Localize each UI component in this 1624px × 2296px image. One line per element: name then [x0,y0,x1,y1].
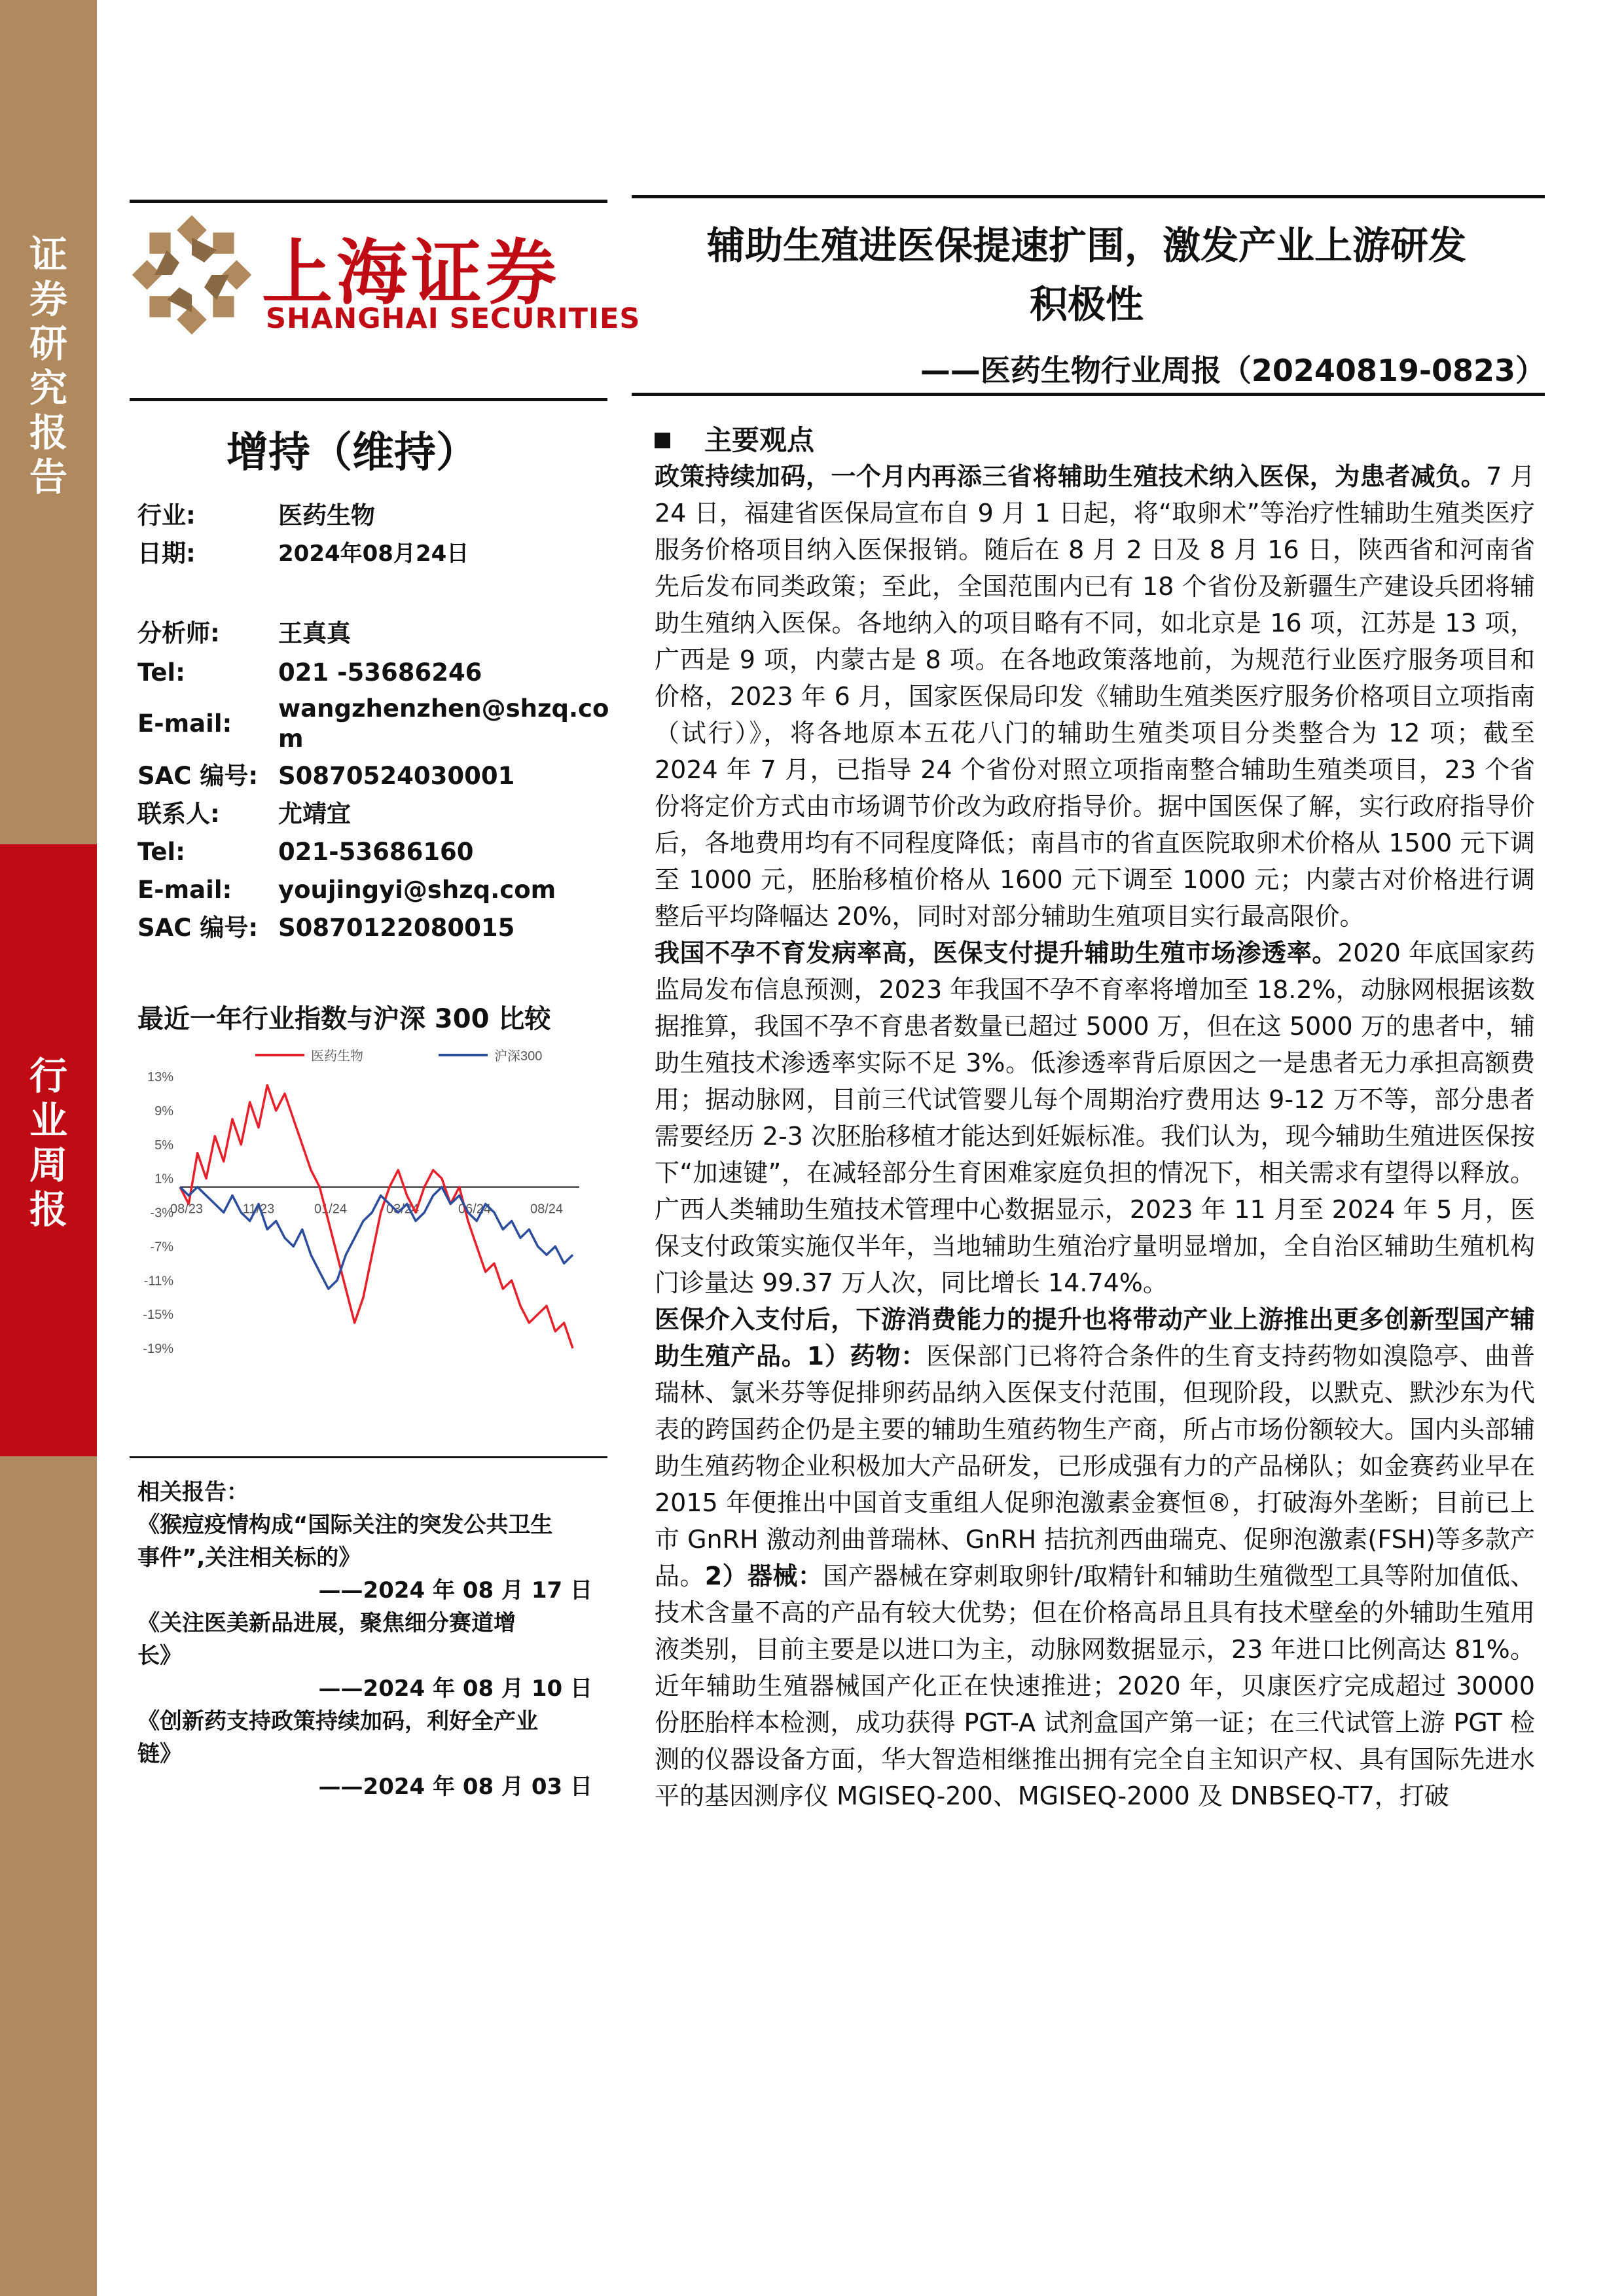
square-bullet-icon [655,433,670,448]
industry-vs-hs300-chart [121,1041,599,1368]
tel2-label: Tel: [137,838,185,866]
logo-bottom-rule [130,398,607,401]
y-tick-label: 13% [147,1070,173,1085]
paragraph-3-lead: 医保介入支付后，下游消费能力的提升也将带动产业上游推出更多创新型国产辅助生殖产品。1）药物： [655,1305,1535,1371]
x-tick-label: 11/23 [242,1202,275,1217]
sac2-value: S0870122080015 [278,914,515,942]
email2-value[interactable]: youjingyi@shzq.com [278,876,556,904]
related-top-rule [130,1456,607,1458]
y-tick-label: 9% [154,1103,173,1119]
industry-value: 医药生物 [278,501,375,529]
date-value: 2024年08月24日 [278,541,469,567]
paragraph-2-lead: 我国不孕不育发病率高，医保支付提升辅助生殖市场渗透率。 [655,939,1338,967]
legend-label: 医药生物 [311,1049,363,1064]
x-tick-label: 08/24 [530,1202,564,1217]
y-tick-label: -11% [143,1274,173,1289]
related-report-1-cont[interactable]: 事件”,关注相关标的》 [137,1545,361,1571]
contact-label: 联系人: [137,800,220,828]
x-tick-label: 08/23 [170,1202,204,1217]
paragraph-3-text: 医保部门已将符合条件的生育支持药物如溴隐亭、曲普瑞林、氯米芬等促排卵药品纳入医保支付范围，但现阶段，以默克、默沙东为代表的跨国药企仍是主要的辅助生殖药物生产商，所占市场份额较大。国内头部辅助生殖药物企业积极加大产品研发，已形成强有力的产品梯队；如金赛药业早在 2015 年便推出中国首支重组人促卵泡激素金赛恒®，打破海外垄断；目前已上市 GnRH 激动剂曲普瑞林、GnRH 拮抗剂西曲瑞克、促卵泡激素(FSH)等多款产品。 [655,1342,1535,1590]
related-report-2[interactable]: 《关注医美新品进展，聚焦细分赛道增 [137,1610,516,1636]
analyst-label: 分析师: [137,619,220,647]
sidebar-top-text: 证 券 研 究 报 告 [29,232,67,499]
header-rule-left [130,200,607,203]
related-report-3-cont[interactable]: 链》 [137,1741,182,1767]
email1-value[interactable]: wangzhenzhen@shzq.co [278,694,609,723]
related-report-1-date: ——2024 年 08 月 17 日 [318,1577,592,1604]
sac2-label: SAC 编号: [137,914,259,942]
logo-text-cn: 上海证券 [262,232,561,314]
shanghai-securities-logo-icon [130,213,254,337]
contact-value: 尤靖宜 [278,800,351,828]
header-rule-right [632,195,1545,198]
email1-label: E-mail: [137,709,232,738]
report-title [628,216,1545,334]
related-report-2-date: ——2024 年 08 月 10 日 [318,1676,592,1702]
related-label: 相关报告： [137,1479,249,1505]
sidebar-top-label [0,232,97,499]
tel1-label: Tel: [137,658,185,687]
industry-label: 行业: [137,501,196,529]
y-tick-label: -7% [150,1240,173,1255]
related-report-1[interactable]: 《猴痘疫情构成“国际关注的突发公共卫生 [137,1512,553,1538]
logo-text-en: SHANGHAI SECURITIES [266,302,641,335]
y-tick-label: 5% [154,1138,173,1153]
analyst-info [137,501,609,942]
related-reports [137,1476,609,1803]
legend-label: 沪深300 [494,1049,543,1064]
tel2-value: 021-53686160 [278,838,474,866]
paragraph-3-lead-2: 2）器械： [704,1562,823,1590]
sidebar-bottom-text: 行 业 周 报 [29,1054,67,1232]
y-tick-label: 1% [154,1172,173,1187]
y-tick-label: -19% [143,1342,173,1356]
report-title-line1: 辅助生殖进医保提速扩围，激发产业上游研发 [706,223,1466,268]
sac1-label: SAC 编号: [137,762,259,790]
date-label: 日期: [137,539,196,567]
paragraph-1 [655,458,1535,935]
x-tick-label: 01/24 [314,1202,348,1217]
tel1-value: 021 -53686246 [278,658,482,687]
email1-value-cont[interactable]: m [278,725,304,753]
section-title: 主要观点 [704,424,815,456]
title-bottom-rule [632,393,1545,396]
section-heading [655,419,814,458]
y-tick-label: -15% [143,1308,173,1323]
paragraph-1-lead: 政策持续加码，一个月内再添三省将辅助生殖技术纳入医保，为患者减负。 [655,462,1487,491]
main-content [655,458,1535,1814]
related-report-2-cont[interactable]: 长》 [137,1643,182,1669]
sac1-value: S0870524030001 [278,762,515,790]
paragraph-1-text: 7 月 24 日，福建省医保局宣布自 9 月 1 日起，将“取卵术”等治疗性辅助生殖类医疗服务价格项目纳入医保报销。随后在 8 月 2 日及 8 月 16 日，陕西省和河南省先后发布同类政策；至此，全国范围内已有 18 个省份及新疆生产建设兵团将辅助生殖纳入医保。各地纳入的项目略有不同，如北京是 16 项，江苏是 13 项，广西是 9 项，内蒙古是 8 项。在各地政策落地前，为规范行业医疗服务项目和价格，2023 年 6 月，国家医保局印发《辅助生殖类医疗服务价格项目立项指南（试行）》，将各地原本五花八门的辅助生殖类项目分类整合为 12 项；截至 2024 年 7 月，已指导 24 个省份对照立项指南整合辅助生殖类项目，23 个省份将定价方式由市场调节价改为政府指导价。据中国医保了解，实行政府指导价后，各地费用均有不同程度降低；南昌市的省直医院取卵术价格从 1500 元下调至 1000 元，胚胎移植价格从 1600 元下调至 1000 元；内蒙古对价格进行调整后平均降幅达 20%，同时对部分辅助生殖项目实行最高限价。 [655,462,1535,931]
y-tick-label: -3% [150,1206,173,1221]
paragraph-3-text-2: 国产器械在穿刺取卵针/取精针和辅助生殖微型工具等附加值低、技术含量不高的产品有较大优势；但在价格高昂且具有技术壁垒的外辅助生殖用液类别，目前主要是以进口为主，动脉网数据显示，23 年进口比例高达 81%。近年辅助生殖器械国产化正在快速推进；2020 年，贝康医疗完成超过 30000 份胚胎样本检测，成功获得 PGT-A 试剂盒国产第一证；在三代试管上游 PGT 检测的仪器设备方面，华大智造相继推出拥有完全自主知识产权、具有国际先进水平的基因测序仪 MGISEQ-200、MGISEQ-2000 及 DNBSEQ-T7，打破 [655,1562,1535,1810]
chart-title: 最近一年行业指数与沪深 300 比较 [137,1004,551,1034]
related-report-3-date: ——2024 年 08 月 03 日 [318,1774,592,1800]
x-tick-label: 06/24 [458,1202,492,1217]
rating: 增持（维持） [226,429,478,477]
report-title-line2: 积极性 [1029,282,1144,327]
related-report-3[interactable]: 《创新药支持政策持续加码，利好全产业 [137,1708,538,1734]
analyst-value: 王真真 [278,619,351,647]
series-line [180,1085,573,1348]
report-subtitle: ——医药生物行业周报（20240819-0823） [920,353,1545,388]
paragraph-2-text: 2020 年底国家药监局发布信息预测，2023 年我国不孕不育率将增加至 18.2%，动脉网根据该数据推算，我国不孕不育患者数量已超过 5000 万，但在这 5000 万的患者中，辅助生殖技术渗透率实际不足 3%。低渗透率背后原因之一是患者无力承担高额费用；据动脉网，目前三代试管婴儿每个周期治疗费用达 9-12 万不等，部分患者需要经历 2-3 次胚胎移植才能达到妊娠标准。我们认为，现今辅助生殖进医保按下“加速键”，在减轻部分生育困难家庭负担的情况下，相关需求有望得以释放。广西人类辅助生殖技术管理中心数据显示，2023 年 11 月至 2024 年 5 月，医保支付政策实施仅半年，当地辅助生殖治疗量明显增加，全自治区辅助生殖机构门诊量达 99.37 万人次，同比增长 14.74%。 [655,939,1535,1297]
email2-label: E-mail: [137,876,232,904]
sidebar-bottom-label [0,1054,97,1232]
paragraph-3 [655,1301,1535,1814]
paragraph-2 [655,935,1535,1301]
x-tick-label: 03/24 [386,1202,420,1217]
